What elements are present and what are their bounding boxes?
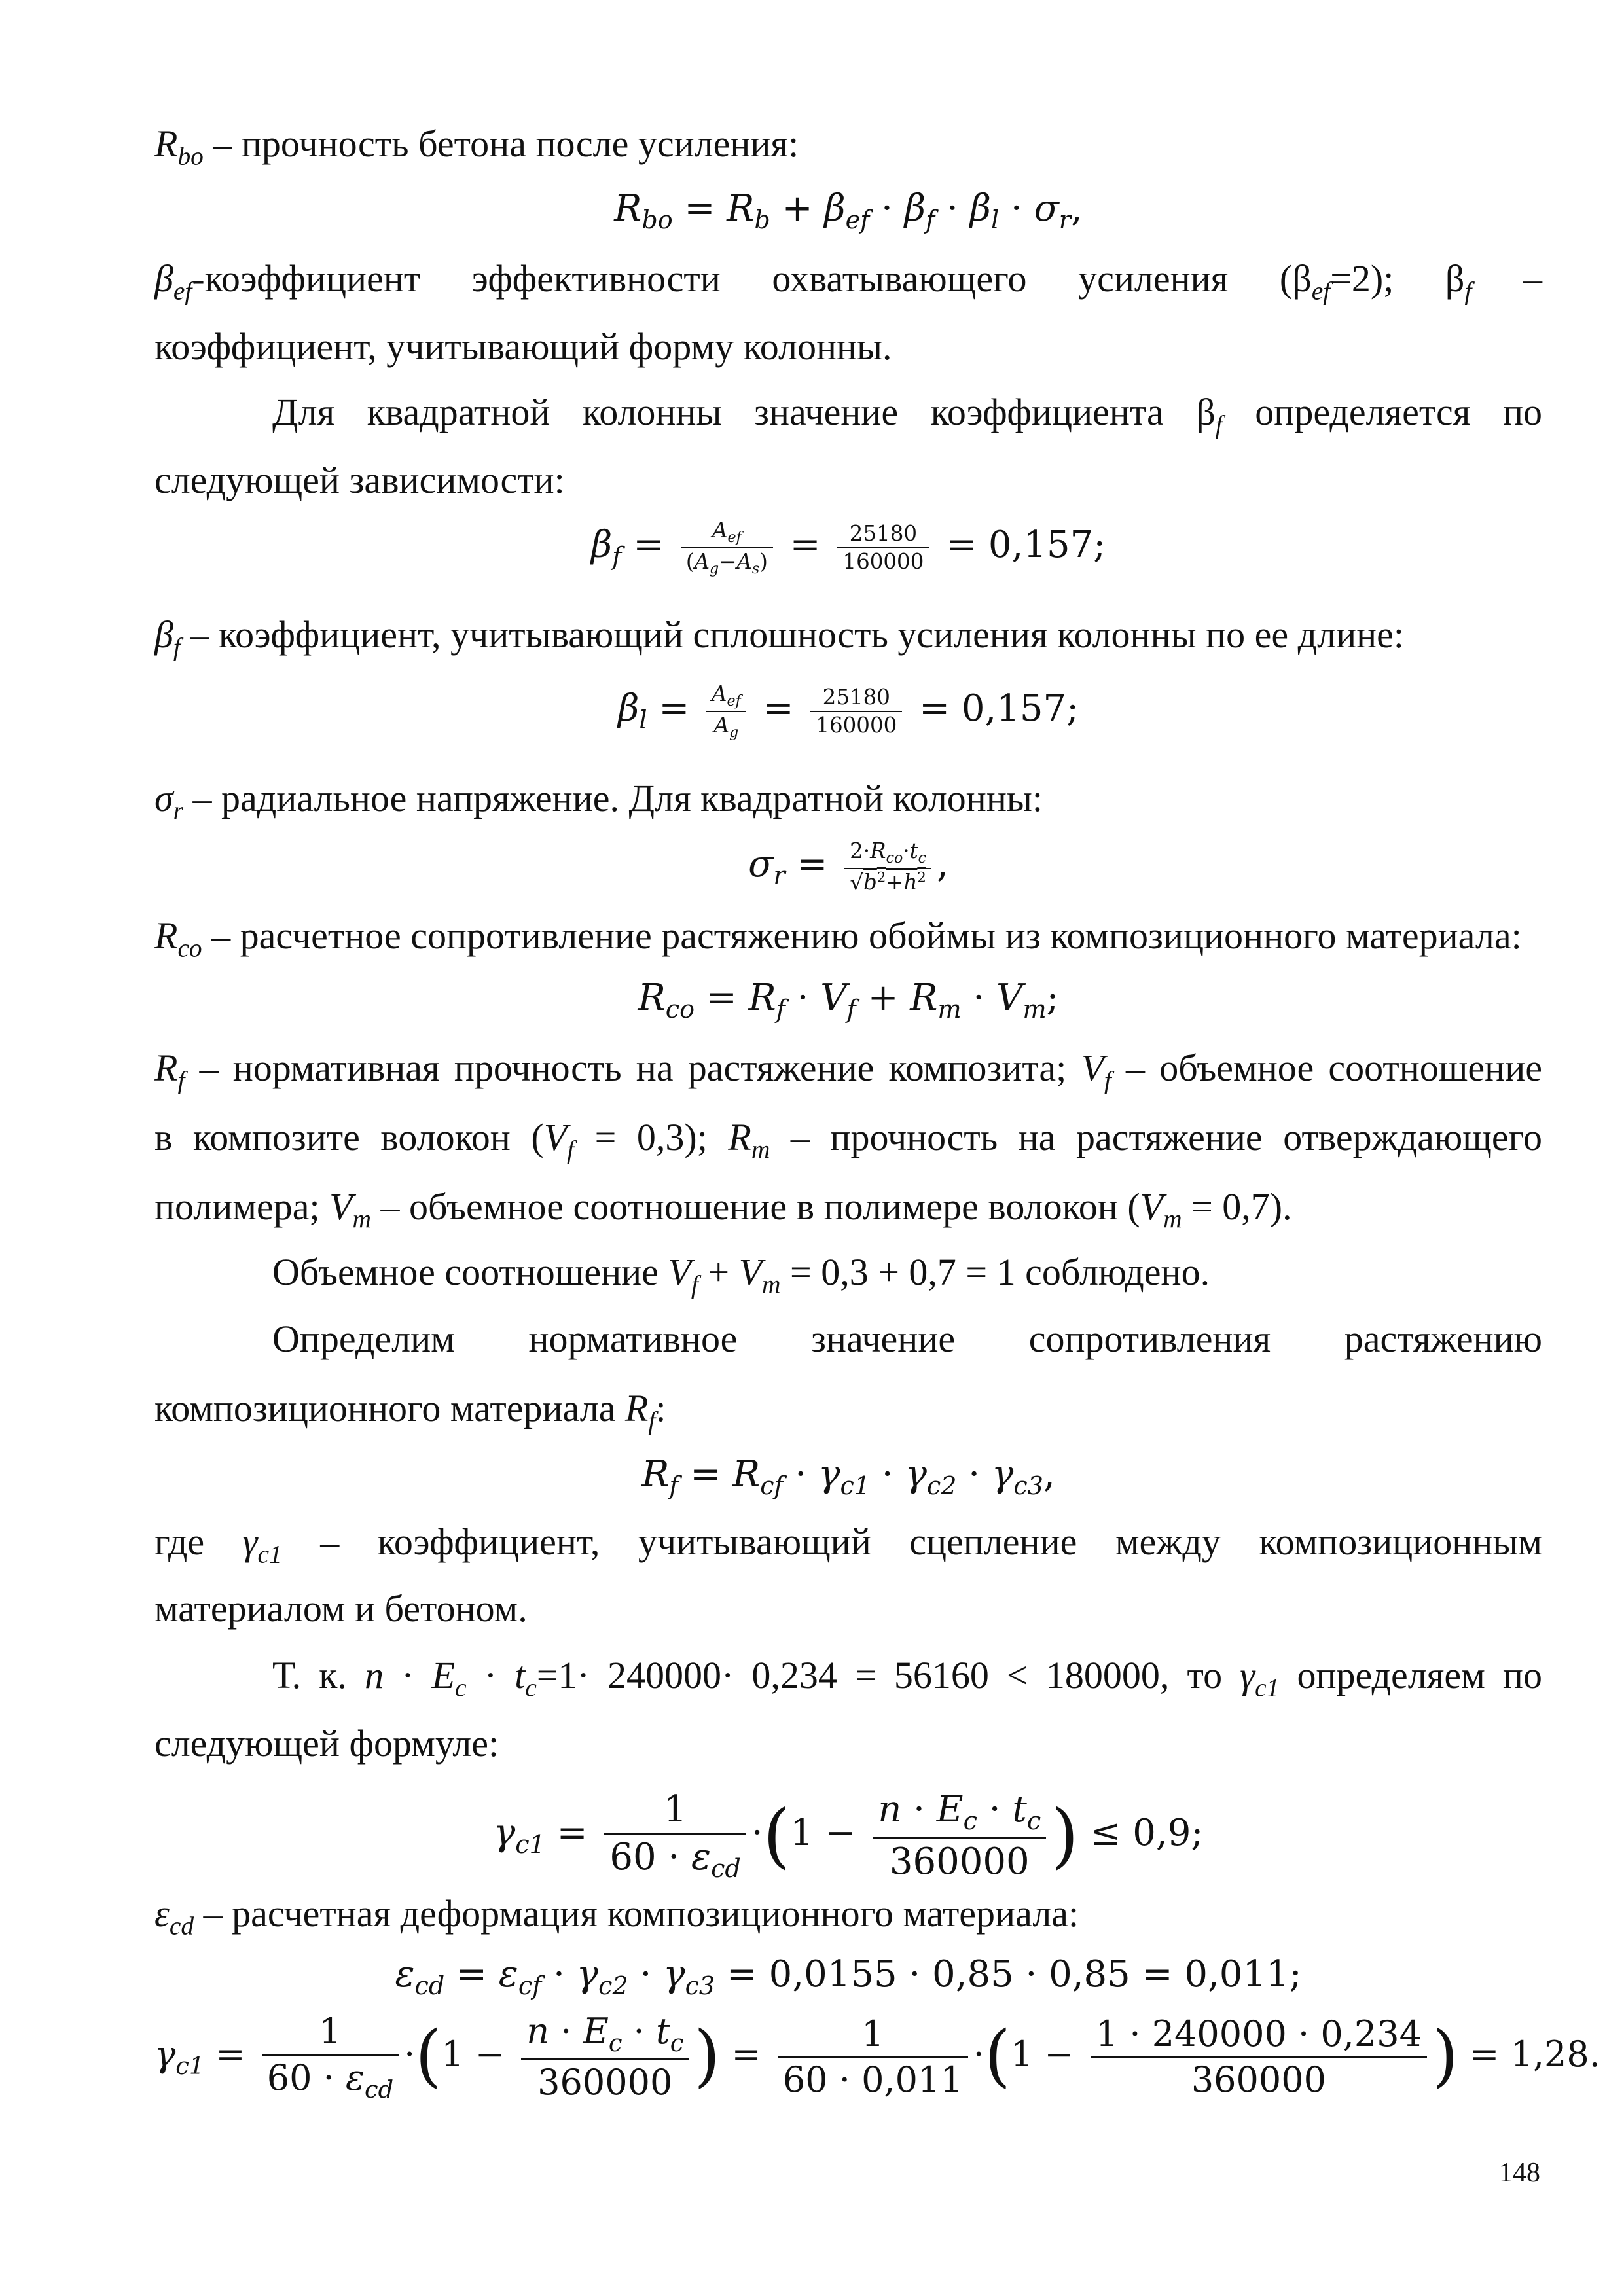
text-line: коэффициент, учитывающий форму колонны. (154, 325, 892, 368)
formula-rbo: $R_{bo} = R_b + \beta_{ef} \cdot \beta_f \cdot \beta_l \cdot \sigma_r$, (614, 187, 1083, 235)
formula-rco: $R_{co} = R_f \cdot V_f + R_m \cdot V_m$; (638, 977, 1059, 1024)
text-line: $\beta_f$ – коэффициент, учитывающий сплошность усиления колонны по ее длине: (154, 613, 1405, 662)
text-line: Объемное соотношение $V_f + V_m = 0,3 + 0,7 = 1$ соблюдено. (272, 1251, 1210, 1299)
text-line: полимера; $V_m$ – объемное соотношение в полимере волокон $(V_m = 0,7)$. (154, 1185, 1292, 1234)
formula-beta-l: $\beta_l$ = $\frac{A_{ef}}{A_g}$ = $\frac{25180}{160000}$ = 0,157; (618, 681, 1079, 741)
text-line: Т. к. $n \cdot E_c \cdot t_c=1\cdot 240000\cdot 0,234 = 56160 < 180000$, то $\gamma_{c1}$ определяем по (272, 1654, 1542, 1702)
text-line: Определим нормативное значение сопротивления растяжению (272, 1318, 1542, 1360)
formula-rf: $R_f = R_{cf} \cdot \gamma_{c1} \cdot \gamma_{c2} \cdot \gamma_{c3}$, (641, 1453, 1055, 1501)
formula-gamma-c1: $\gamma_{c1}$ = $\frac{1}{60 \cdot \varepsilon_{cd}}$ ·(1 − $\frac{n \cdot E_c \cdot t_c}{360000}$ ) ≤ 0,9; (493, 1788, 1204, 1884)
text-line: $\varepsilon_{cd}$ – расчетная деформация композиционного материала: (154, 1892, 1079, 1941)
text-line: следующей формуле: (154, 1722, 499, 1765)
text-line: следующей зависимости: (154, 459, 565, 501)
text-line: $R_{co}$ – расчетное сопротивление растяжению обоймы из композиционного материала: (154, 914, 1522, 963)
text-line: $\beta_{ef}$-коэффициент эффективности охватывающего усиления $(\beta_{ef}=2)$; $\beta_f$ – (154, 257, 1542, 306)
text-line: Для квадратной колонны значение коэффициента $\beta_f$ определяется по (272, 391, 1542, 439)
formula-sigma-r: $\sigma_r$ = $\frac{2\cdot R_{co}\cdot t_c}{√b^2+h^2}$ , (748, 838, 948, 895)
text-line: $\sigma_r$ – радиальное напряжение. Для квадратной колонны: (154, 777, 1043, 825)
text-line: материалом и бетоном. (154, 1587, 528, 1630)
text-line: $R_{bo}$ – прочность бетона после усиления: (154, 122, 799, 171)
text-line: композиционного материала $R_f$: (154, 1387, 666, 1435)
page-number: 148 (1499, 2158, 1540, 2188)
text-line: в композите волокон $(V_f = 0,3)$; $R_m$ – прочность на растяжение отверждающего (154, 1116, 1542, 1164)
formula-beta-f: $\beta_f$ = $\frac{A_{ef}}{(A_g-A_s)}$ = $\frac{25180}{160000}$ = 0,157; (590, 518, 1106, 577)
text-line: $R_f$ – нормативная прочность на растяжение композита; $V_f$ – объемное соотношение (154, 1047, 1542, 1095)
formula-gamma-calc: $\gamma_{c1}$ = $\frac{1}{60 \cdot \varepsilon_{cd}}$ ·(1 − $\frac{n \cdot E_c \cdot t_c}{360000}$ ) = $\frac{1}{60 \cdot 0,011}$ ·(1 − $\frac{1 \cdot 240000 \cdot 0,234}{360000}$ ) = 1,28. (154, 2011, 1600, 2104)
formula-eps-cd: $\varepsilon_{cd} = \varepsilon_{cf} \cdot \gamma_{c2} \cdot \gamma_{c3} = 0,0155 \cdot 0,85 \cdot 0,85 = 0,011$; (395, 1953, 1302, 2001)
text-line: где $\gamma_{c1}$ – коэффициент, учитывающий сцепление между композиционным (154, 1520, 1542, 1569)
